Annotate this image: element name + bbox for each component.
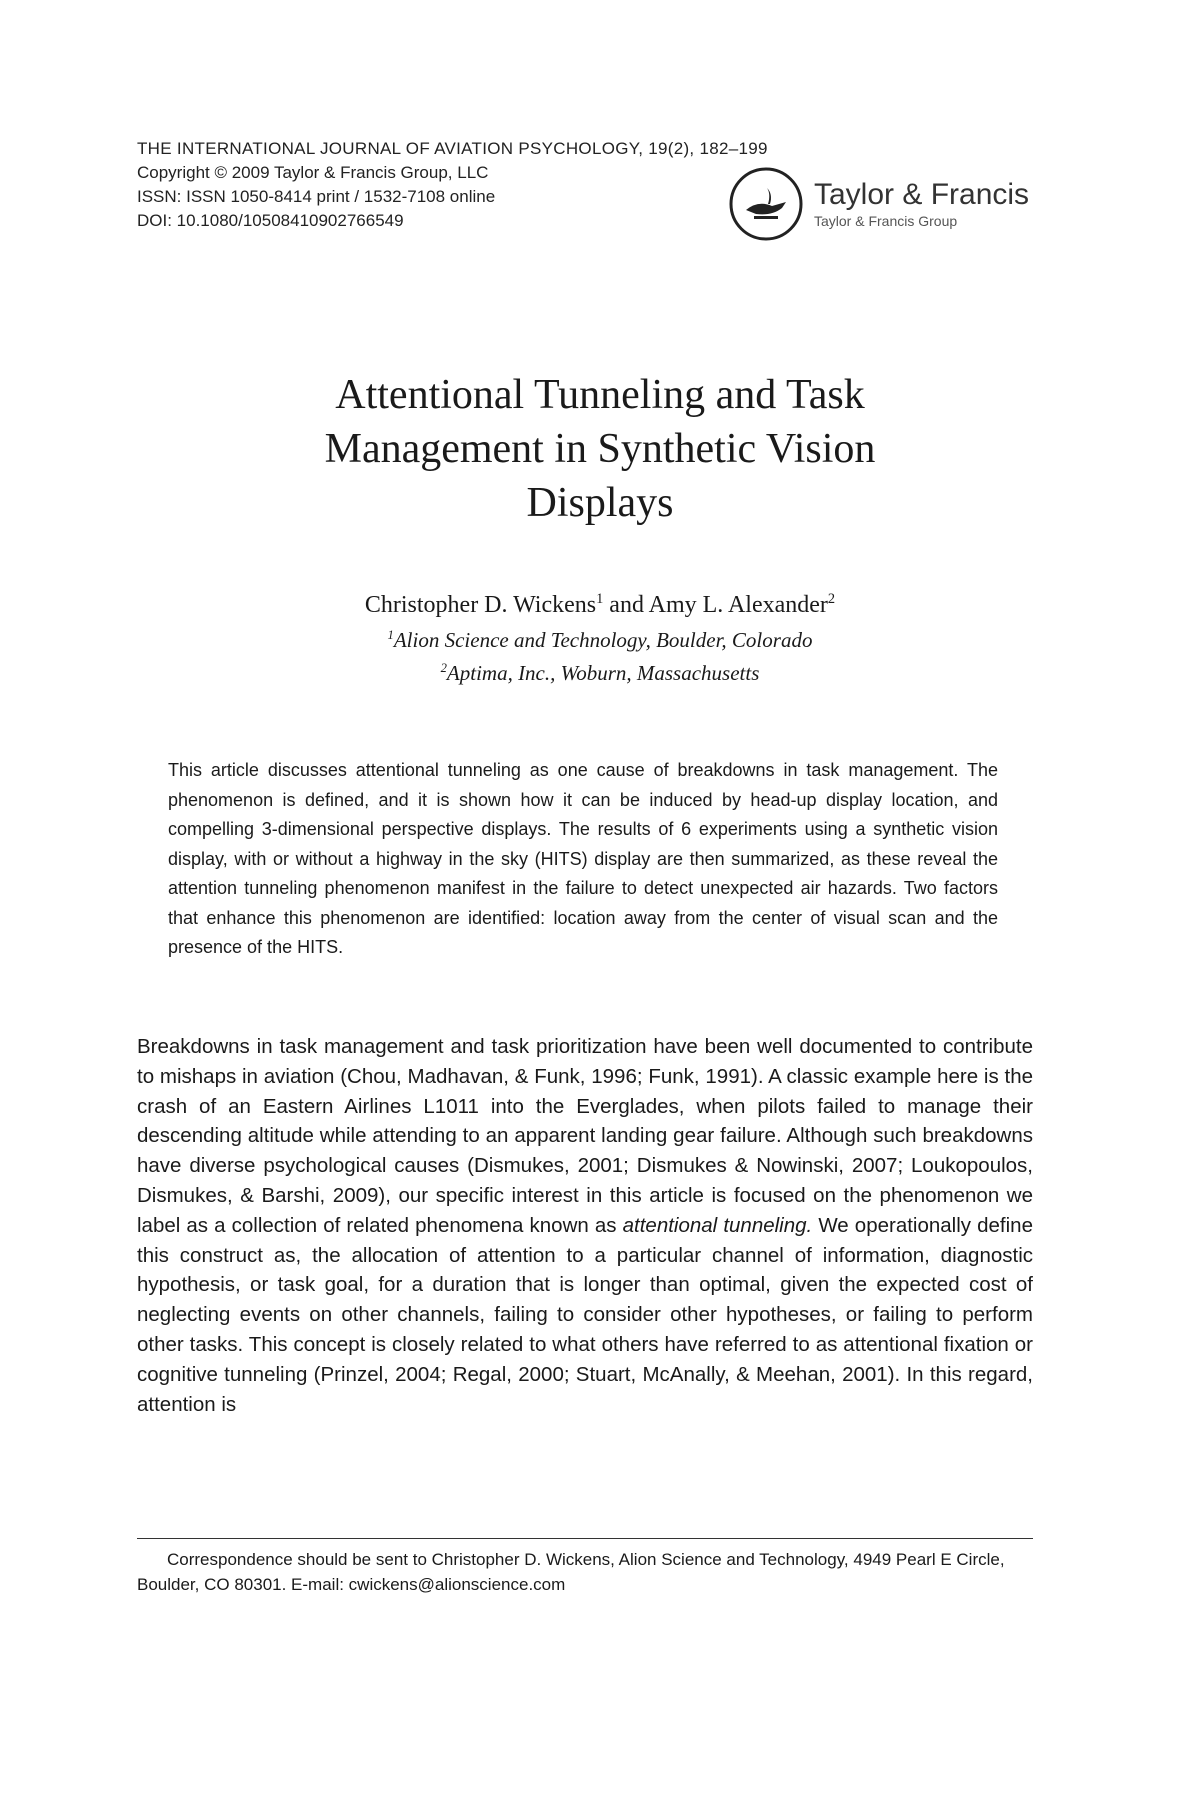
- publisher-logo: [728, 166, 1058, 242]
- title-line: Attentional Tunneling and Task: [335, 372, 865, 418]
- footnote-divider: [137, 1538, 1033, 1539]
- body-paragraph: [137, 1032, 1033, 1419]
- affiliation-marker: 2: [440, 661, 447, 675]
- affiliation-marker: 1: [387, 628, 394, 642]
- affiliations: [160, 624, 1040, 690]
- copyright-line: Copyright © 2009 Taylor & Francis Group, LLC: [137, 163, 489, 182]
- issn-line: ISSN: ISSN 1050-8414 print / 1532-7108 online: [137, 187, 496, 206]
- author-list: [160, 590, 1040, 620]
- journal-citation: THE INTERNATIONAL JOURNAL OF AVIATION PSYCHOLOGY, 19(2), 182–199: [137, 139, 768, 158]
- correspondence-footnote: Correspondence should be sent to Christopher D. Wickens, Alion Science and Technology, 4949 Pearl E Circle, Boulder, CO 80301. E-mail: cwickens@alionscience.com: [137, 1550, 1005, 1594]
- publisher-group: Taylor & Francis Group: [814, 213, 958, 229]
- title-line: Displays: [526, 480, 674, 526]
- affiliation-text: Aptima, Inc., Woburn, Massachusetts: [446, 661, 760, 685]
- body-text: We operationally define this construct as, the allocation of attention to a particular channel of information, diagnostic hypothesis, or task goal, for a duration that is longer than optimal, given the expected cost of neglecting events on other channels, failing to consider other hypotheses, or failing to perform other tasks. This concept is closely related to what others have referred to as attentional fixation or cognitive tunneling (Prinzel, 2004; Regal, 2000; Stuart, McAnally, & Meehan, 2001). In this regard, attention is: [137, 1213, 1033, 1416]
- abstract: This article discusses attentional tunneling as one cause of breakdowns in task management. The phenomenon is defined, and it is shown how it can be induced by head-up display location, and compelling 3-dimensional perspective displays. The results of 6 experiments using a synthetic vision display, with or without a highway in the sky (HITS) display are then summarized, as these reveal the attention tunneling phenomenon manifest in the failure to detect unexpected air hazards. Two factors that enhance this phenomenon are identified: location away from the center of visual scan and the presence of the HITS.: [168, 760, 998, 957]
- affiliation-marker: 2: [827, 591, 836, 607]
- author-separator: and: [603, 592, 649, 618]
- lamp-logo-icon: [728, 166, 804, 242]
- affiliation-marker: 1: [596, 591, 604, 607]
- author-name: Christopher D. Wickens: [364, 592, 597, 618]
- emphasized-term: attentional tunneling.: [622, 1213, 813, 1237]
- article-title: [160, 368, 1040, 530]
- affiliation: [160, 624, 1040, 657]
- title-line: Management in Synthetic Vision: [324, 426, 876, 472]
- affiliation-text: Alion Science and Technology, Boulder, Colorado: [393, 628, 813, 652]
- publisher-name: Taylor & Francis: [814, 178, 1030, 211]
- doi-line: DOI: 10.1080/10508410902766549: [137, 211, 404, 230]
- affiliation: [160, 657, 1040, 690]
- author-name: Amy L. Alexander: [648, 592, 828, 618]
- body-text: Breakdowns in task management and task prioritization have been well documented to contribute to mishaps in aviation (Chou, Madhavan, & Funk, 1996; Funk, 1991). A classic example here is the crash of an Eastern Airlines L1011 into the Everglades, when pilots failed to manage their descending altitude while attending to an apparent landing gear failure. Although such breakdowns have diverse psychological causes (Dismukes, 2001; Dismukes & Nowinski, 2007; Loukopoulos, Dismukes, & Barshi, 2009), our specific interest in this article is focused on the phenomenon we label as a collection of related phenomena known as: [137, 1035, 1033, 1237]
